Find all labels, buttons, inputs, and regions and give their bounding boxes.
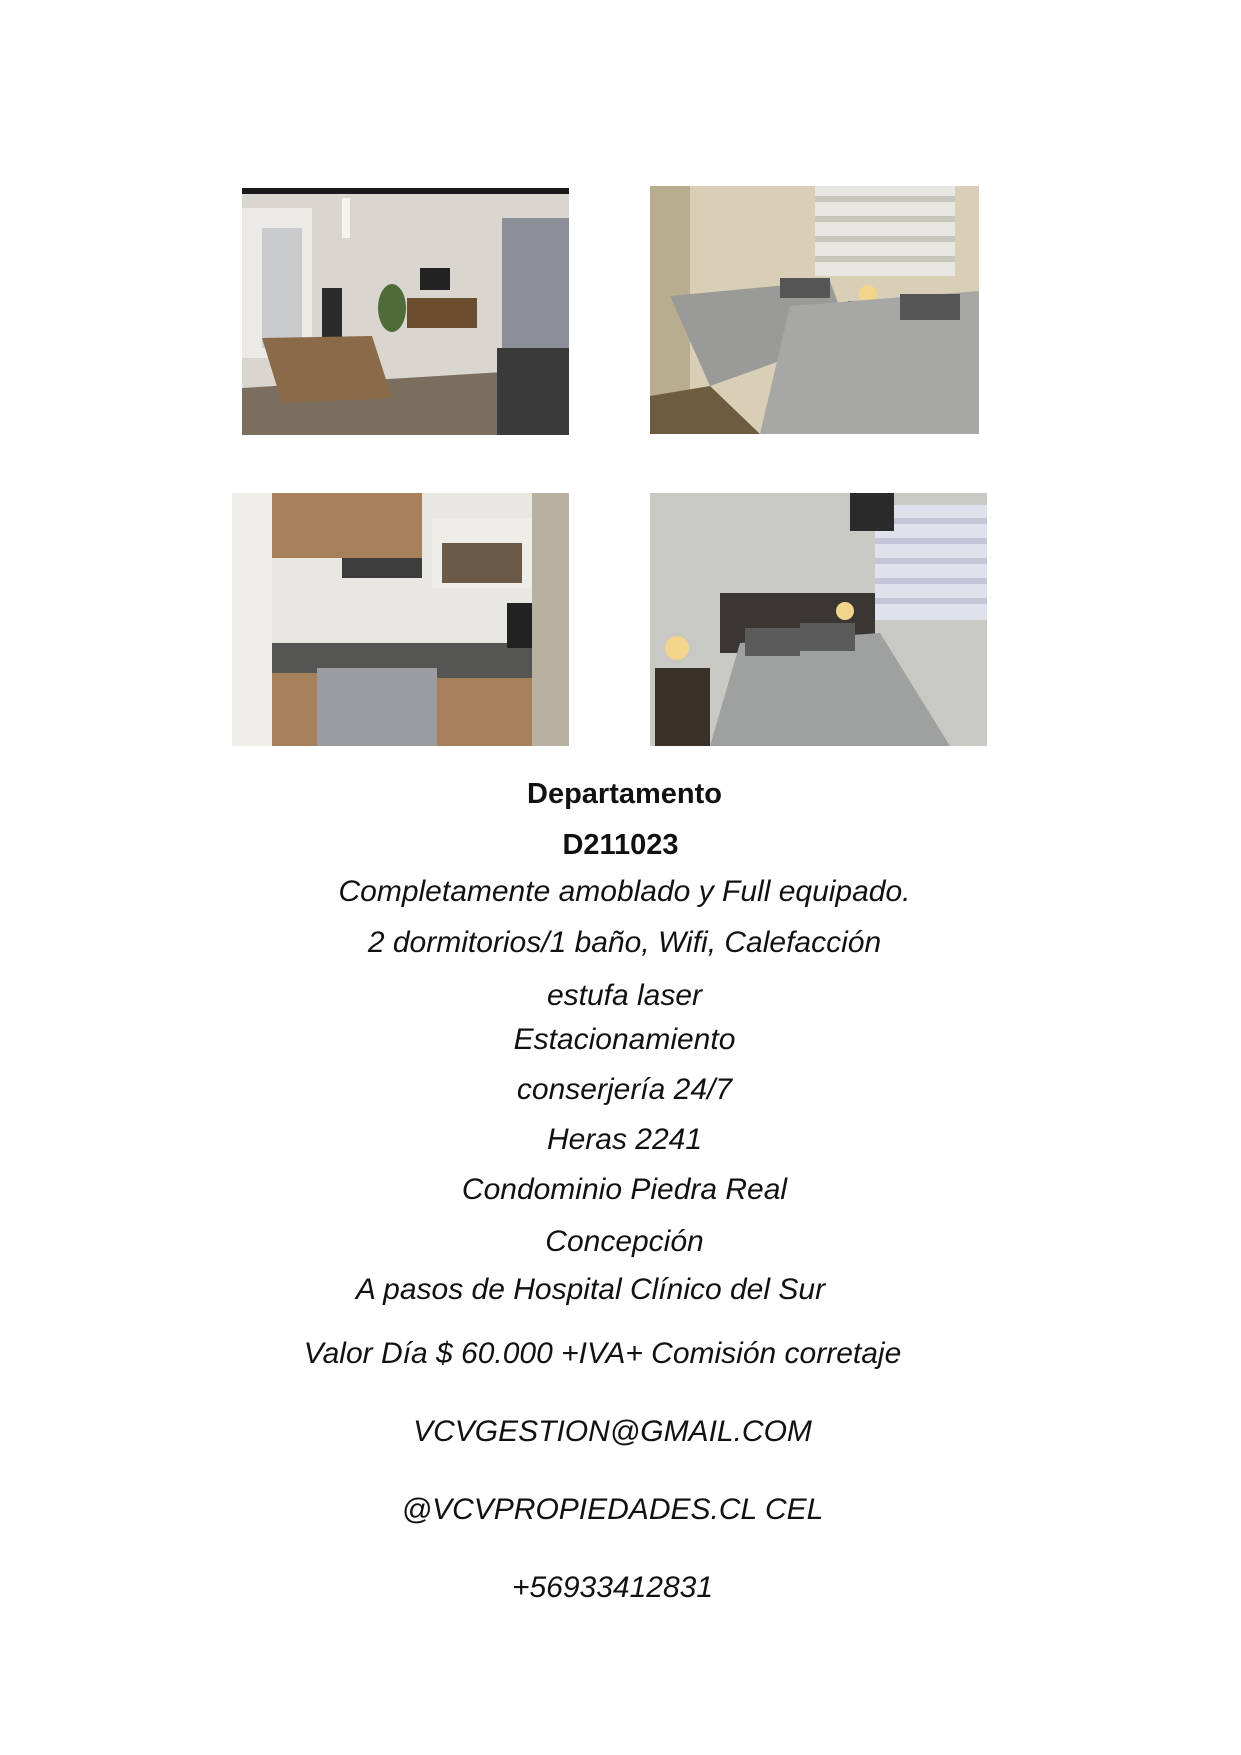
description-line: Completamente amoblado y Full equipado. xyxy=(338,875,911,908)
price-line: Valor Día $ 60.000 +IVA+ Comisión corretaje xyxy=(303,1337,902,1370)
listing-code: D211023 xyxy=(562,829,679,861)
contact-email[interactable]: VCVGESTION@GMAIL.COM xyxy=(413,1415,812,1448)
heating-line: estufa laser xyxy=(546,979,703,1012)
address-line: Heras 2241 xyxy=(546,1123,703,1156)
rooms-line: 2 dormitorios/1 baño, Wifi, Calefacción xyxy=(367,926,882,959)
nearby-line: A pasos de Hospital Clínico del Sur xyxy=(355,1273,826,1306)
city-line: Concepción xyxy=(545,1225,704,1258)
listing-title: Departamento xyxy=(527,778,722,810)
contact-phone[interactable]: +56933412831 xyxy=(511,1571,714,1604)
contact-social[interactable]: @VCVPROPIEDADES.CL CEL xyxy=(401,1493,824,1526)
double-bedroom-photo xyxy=(650,493,987,746)
concierge-line: conserjería 24/7 xyxy=(516,1073,733,1106)
living-room-photo xyxy=(242,188,569,435)
condo-line: Condominio Piedra Real xyxy=(461,1173,788,1206)
twin-bedroom-photo xyxy=(650,186,979,434)
parking-line: Estacionamiento xyxy=(513,1023,736,1056)
kitchen-photo xyxy=(232,493,569,746)
